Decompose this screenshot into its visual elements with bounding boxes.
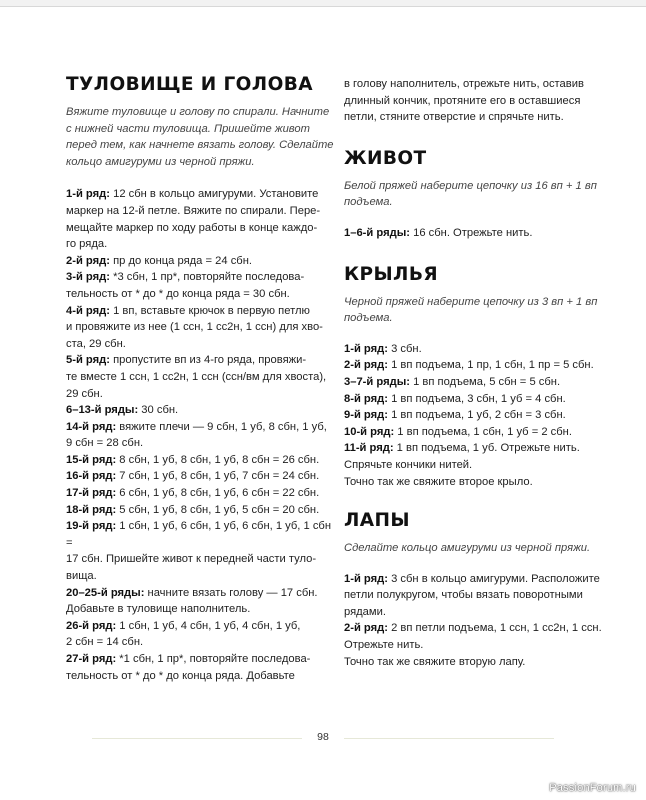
pattern-row-line <box>66 286 338 303</box>
pattern-row <box>66 468 338 485</box>
row-label: 15-й ряд: <box>66 453 117 466</box>
pattern-row-line <box>66 402 338 419</box>
row-text: 1 вп подъема, 1 сбн, 1 уб = 2 сбн. <box>394 425 572 438</box>
pattern-row <box>344 457 602 474</box>
pattern-row <box>66 502 338 519</box>
pattern-row <box>344 225 602 242</box>
row-label: 3–7-й ряды: <box>344 375 410 388</box>
row-text: Точно так же свяжите вторую лапу. <box>344 655 526 668</box>
row-text: 1 вп подъема, 1 уб, 2 сбн = 3 сбн. <box>387 409 566 422</box>
pattern-row-line <box>344 637 602 654</box>
row-text: пр до конца ряда = 24 сбн. <box>109 254 252 267</box>
row-text: тельность от * до * до конца ряда. Добавьте <box>66 669 295 682</box>
pattern-row <box>344 654 602 671</box>
row-label: 26-й ряд: <box>66 619 117 632</box>
body-head-intro <box>66 104 338 170</box>
pattern-row-line <box>66 518 338 551</box>
body-head-rows <box>66 186 338 684</box>
pattern-row <box>66 452 338 469</box>
pattern-row <box>66 352 338 402</box>
pattern-row-line <box>66 601 338 618</box>
pattern-row <box>344 620 602 653</box>
pattern-row <box>66 485 338 502</box>
row-text: те вместе 1 ссн, 1 сс2н, 1 ссн (ссн/вм для хвоста), <box>66 370 327 383</box>
row-label: 2-й ряд: <box>66 254 110 267</box>
row-text: 30 сбн. <box>138 404 179 417</box>
pattern-row-line <box>344 440 602 457</box>
pattern-row <box>66 518 338 584</box>
row-text: *3 сбн, 1 пр*, повторяйте последова- <box>109 271 305 284</box>
row-text: Добавьте в туловище наполнитель. <box>66 603 251 616</box>
section-heading-belly: ЖИВОТ <box>344 147 427 169</box>
row-label: 4-й ряд: <box>66 304 110 317</box>
row-text: маркер на 12-й петле. Вяжите по спирали. Пере- <box>66 204 321 217</box>
pattern-row-line <box>344 225 602 242</box>
pattern-row-line <box>66 468 338 485</box>
row-text: петли полукругом, чтобы вязать поворотными <box>344 589 583 602</box>
footer-rule-left <box>92 738 302 739</box>
pattern-row <box>66 419 338 452</box>
row-text: ста, 29 сбн. <box>66 337 126 350</box>
row-label: 18-й ряд: <box>66 503 117 516</box>
row-text: 29 сбн. <box>66 387 103 400</box>
pattern-row-line <box>344 341 602 358</box>
pattern-row-line <box>66 485 338 502</box>
row-text: *1 сбн, 1 пр*, повторяйте последова- <box>116 653 311 665</box>
page-footer <box>0 730 646 746</box>
row-text: Отрежьте нить. <box>344 639 424 652</box>
text-line: петли, стяните отверстие и спрячьте нить. <box>344 111 564 124</box>
pattern-row-line <box>344 604 602 621</box>
pattern-row <box>66 402 338 419</box>
pattern-row-line <box>66 220 338 237</box>
pattern-row-line <box>66 319 338 336</box>
row-label: 10-й ряд: <box>344 425 395 438</box>
watermark: PassionForum.ru <box>549 782 636 794</box>
belly-intro <box>344 178 602 211</box>
row-text: Спрячьте кончики нитей. <box>344 458 473 471</box>
pattern-row-line <box>344 391 602 408</box>
row-text: 1 вп подъема, 1 уб. Отрежьте нить. <box>393 442 580 455</box>
pattern-row <box>66 269 338 302</box>
pattern-row-line <box>66 336 338 353</box>
pattern-row-line <box>344 654 602 671</box>
pattern-row <box>66 303 338 353</box>
top-edge-bar <box>0 0 646 7</box>
belly-rows <box>344 225 602 242</box>
pattern-row <box>66 253 338 270</box>
section-heading-paws: ЛАПЫ <box>344 510 410 532</box>
row-text: 2 вп петли подъема, 1 ссн, 1 сс2н, 1 ссн. <box>387 622 602 635</box>
pattern-row <box>344 407 602 424</box>
paws-intro <box>344 540 602 557</box>
intro-line: Сделайте кольцо амигуруми из черной пряжи. <box>344 542 591 555</box>
left-column <box>66 72 338 684</box>
row-label: 1–6-й ряды: <box>344 226 410 239</box>
row-text: 3 сбн в кольцо амигуруми. Расположите <box>387 572 600 585</box>
row-text: 1 вп подъема, 3 сбн, 1 уб = 4 сбн. <box>387 392 566 405</box>
pattern-row-line <box>66 419 338 436</box>
pattern-row-line <box>66 186 338 203</box>
row-text: начните вязать голову — 17 сбн. <box>144 586 318 599</box>
row-label: 8-й ряд: <box>344 392 388 405</box>
continuation-text <box>344 76 602 126</box>
row-text: вяжите плечи — 9 сбн, 1 уб, 8 сбн, 1 уб, <box>116 420 327 433</box>
row-label: 19-й ряд: <box>66 520 117 533</box>
row-text: 3 сбн. <box>387 342 422 355</box>
footer-rule-right <box>344 738 554 739</box>
row-text: 17 сбн. Пришейте живот к передней части туло- <box>66 553 317 566</box>
pattern-row <box>66 585 338 618</box>
pattern-row <box>66 186 338 252</box>
row-text: 16 сбн. Отрежьте нить. <box>409 226 533 239</box>
pattern-row-line <box>344 457 602 474</box>
row-text: 8 сбн, 1 уб, 8 сбн, 1 уб, 8 сбн = 26 сбн. <box>116 453 320 466</box>
row-text: 1 сбн, 1 уб, 6 сбн, 1 уб, 6 сбн, 1 уб, 1 сбн = <box>66 520 332 549</box>
row-text: 1 вп подъема, 5 сбн = 5 сбн. <box>409 375 561 388</box>
row-label: 27-й ряд: <box>66 653 117 665</box>
row-text: 1 сбн, 1 уб, 4 сбн, 1 уб, 4 сбн, 1 уб, <box>116 619 301 632</box>
intro-line: кольцо амигуруми из черной пряжи. <box>66 155 255 168</box>
pattern-row-line <box>66 203 338 220</box>
row-text: 7 сбн, 1 уб, 8 сбн, 1 уб, 7 сбн = 24 сбн. <box>116 470 320 483</box>
row-label: 16-й ряд: <box>66 470 117 483</box>
wings-intro <box>344 294 602 327</box>
row-label: 3-й ряд: <box>66 271 110 284</box>
pattern-row <box>344 571 602 621</box>
page-number: 98 <box>317 731 329 743</box>
pattern-row <box>66 651 338 684</box>
pattern-row-line <box>66 269 338 286</box>
pattern-row-line <box>66 551 338 568</box>
pattern-row-line <box>66 668 338 685</box>
row-text: 1 вп, вставьте крючок в первую петлю <box>109 304 310 317</box>
paws-rows <box>344 571 602 671</box>
text-line: длинный кончик, протяните его в оставшиеся <box>344 94 581 107</box>
row-label: 14-й ряд: <box>66 420 117 433</box>
row-label: 11-й ряд: <box>344 442 394 455</box>
pattern-row <box>344 357 602 374</box>
pattern-row-line <box>344 474 602 491</box>
row-text: 9 сбн = 28 сбн. <box>66 437 144 450</box>
intro-line: перед тем, как начнете вязать голову. Сделайте <box>66 139 334 152</box>
pattern-row <box>344 341 602 358</box>
pattern-row-line <box>344 424 602 441</box>
pattern-row-line <box>344 407 602 424</box>
row-label: 1-й ряд: <box>344 342 388 355</box>
section-heading-body-head: ТУЛОВИЩЕ И ГОЛОВА <box>66 74 313 95</box>
pattern-row-line <box>66 236 338 253</box>
pattern-row-line <box>66 568 338 585</box>
row-label: 1-й ряд: <box>66 188 110 201</box>
pattern-row-line <box>66 634 338 651</box>
row-label: 20–25-й ряды: <box>66 586 145 599</box>
row-text: 2 сбн = 14 сбн. <box>66 636 144 649</box>
row-text: 6 сбн, 1 уб, 8 сбн, 1 уб, 6 сбн = 22 сбн. <box>116 487 320 500</box>
intro-line: Белой пряжей наберите цепочку из 16 вп + 1 вп <box>344 179 597 192</box>
pattern-row-line <box>66 435 338 452</box>
intro-line: подъема. <box>344 196 393 209</box>
intro-line: Черной пряжей наберите цепочку из 3 вп + 1 вп <box>344 295 598 308</box>
row-label: 5-й ряд: <box>66 354 110 367</box>
intro-line: с нижней части туловища. Пришейте живот <box>66 122 310 135</box>
pattern-row-line <box>66 452 338 469</box>
pattern-row-line <box>66 369 338 386</box>
pattern-row-line <box>66 386 338 403</box>
intro-line: Вяжите туловище и голову по спирали. Начните <box>66 106 330 118</box>
row-label: 2-й ряд: <box>344 622 388 635</box>
pattern-row <box>344 391 602 408</box>
row-label: 9-й ряд: <box>344 409 388 422</box>
pattern-row <box>344 374 602 391</box>
pattern-row-line <box>66 502 338 519</box>
pattern-row-line <box>66 352 338 369</box>
pattern-row <box>344 474 602 491</box>
row-text: го ряда. <box>66 238 108 251</box>
text-line: в голову наполнитель, отрежьте нить, оставив <box>344 78 584 90</box>
pattern-row <box>344 424 602 441</box>
intro-line: подъема. <box>344 312 393 325</box>
row-text: 5 сбн, 1 уб, 8 сбн, 1 уб, 5 сбн = 20 сбн. <box>116 503 320 516</box>
pattern-row-line <box>344 587 602 604</box>
row-label: 6–13-й ряды: <box>66 404 139 417</box>
pattern-row-line <box>344 357 602 374</box>
right-column <box>344 76 602 670</box>
wings-rows <box>344 341 602 490</box>
pattern-row-line <box>66 585 338 602</box>
row-text: 1 вп подъема, 1 пр, 1 сбн, 1 пр = 5 сбн. <box>387 359 594 372</box>
pattern-row-line <box>66 618 338 635</box>
pattern-row-line <box>344 571 602 588</box>
row-text: пропустите вп из 4-го ряда, провяжи- <box>109 354 307 367</box>
row-text: вища. <box>66 570 97 583</box>
row-text: 12 сбн в кольцо амигуруми. Установите <box>109 188 319 201</box>
pattern-row <box>344 440 602 457</box>
pattern-row-line <box>344 374 602 391</box>
row-label: 17-й ряд: <box>66 487 117 500</box>
row-label: 1-й ряд: <box>344 572 388 585</box>
row-text: Точно так же свяжите второе крыло. <box>344 475 533 488</box>
pattern-row-line <box>66 303 338 320</box>
row-text: и провяжите из нее (1 ссн, 1 сс2н, 1 ссн) для хво- <box>66 321 323 334</box>
section-heading-wings: КРЫЛЬЯ <box>344 263 438 285</box>
pattern-row-line <box>66 253 338 270</box>
row-text: тельность от * до * до конца ряда = 30 сбн. <box>66 287 290 300</box>
pattern-row-line <box>66 651 338 668</box>
row-text: рядами. <box>344 605 386 618</box>
pattern-row-line <box>344 620 602 637</box>
row-text: мещайте маркер по ходу работы в конце каждо- <box>66 221 318 234</box>
pattern-row <box>66 618 338 651</box>
row-label: 2-й ряд: <box>344 359 388 372</box>
